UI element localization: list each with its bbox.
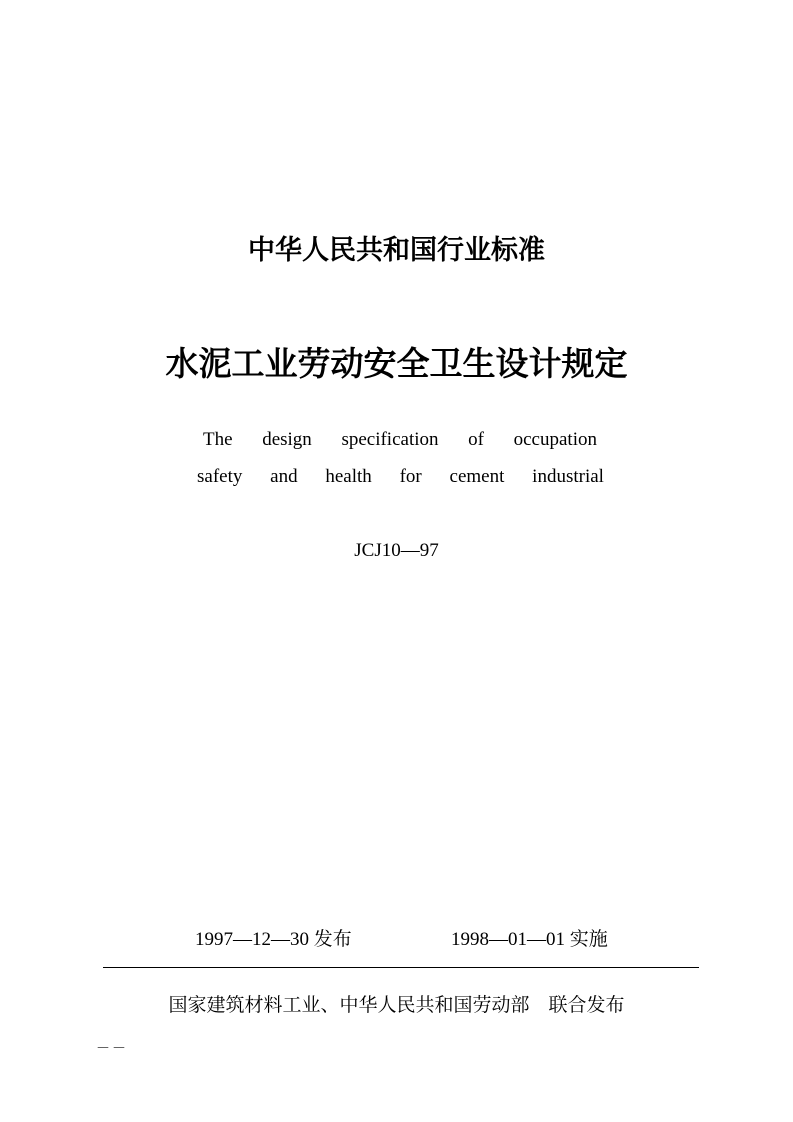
english-title-line-2 [197, 466, 604, 488]
english-title-line-1 [203, 429, 597, 451]
english-title-word: occupation [513, 429, 597, 450]
standard-category-heading: 中华人民共和国行业标准 [248, 235, 545, 266]
standard-code: JCJ10—97 [354, 540, 439, 561]
english-title-word: The [203, 429, 233, 450]
english-title-word: safety [197, 466, 243, 487]
footer-marks: －－ [96, 1041, 128, 1057]
publisher-line: 国家建筑材料工业、中华人民共和国劳动部 联合发布 [168, 995, 625, 1016]
english-title-word: and [270, 466, 298, 487]
english-title-word: health [325, 466, 372, 487]
effective-date: 1998—01—01 实施 [451, 929, 608, 950]
english-title-word: specification [341, 429, 439, 450]
english-title-word: design [262, 429, 312, 450]
english-title-word: of [468, 429, 484, 450]
document-title-chinese: 水泥工业劳动安全卫生设计规定 [165, 344, 628, 383]
english-title-word: industrial [532, 466, 604, 487]
issue-date: 1997—12—30 发布 [195, 929, 352, 950]
horizontal-divider [103, 967, 699, 968]
english-title-word: cement [449, 466, 505, 487]
english-title-word: for [399, 466, 422, 487]
